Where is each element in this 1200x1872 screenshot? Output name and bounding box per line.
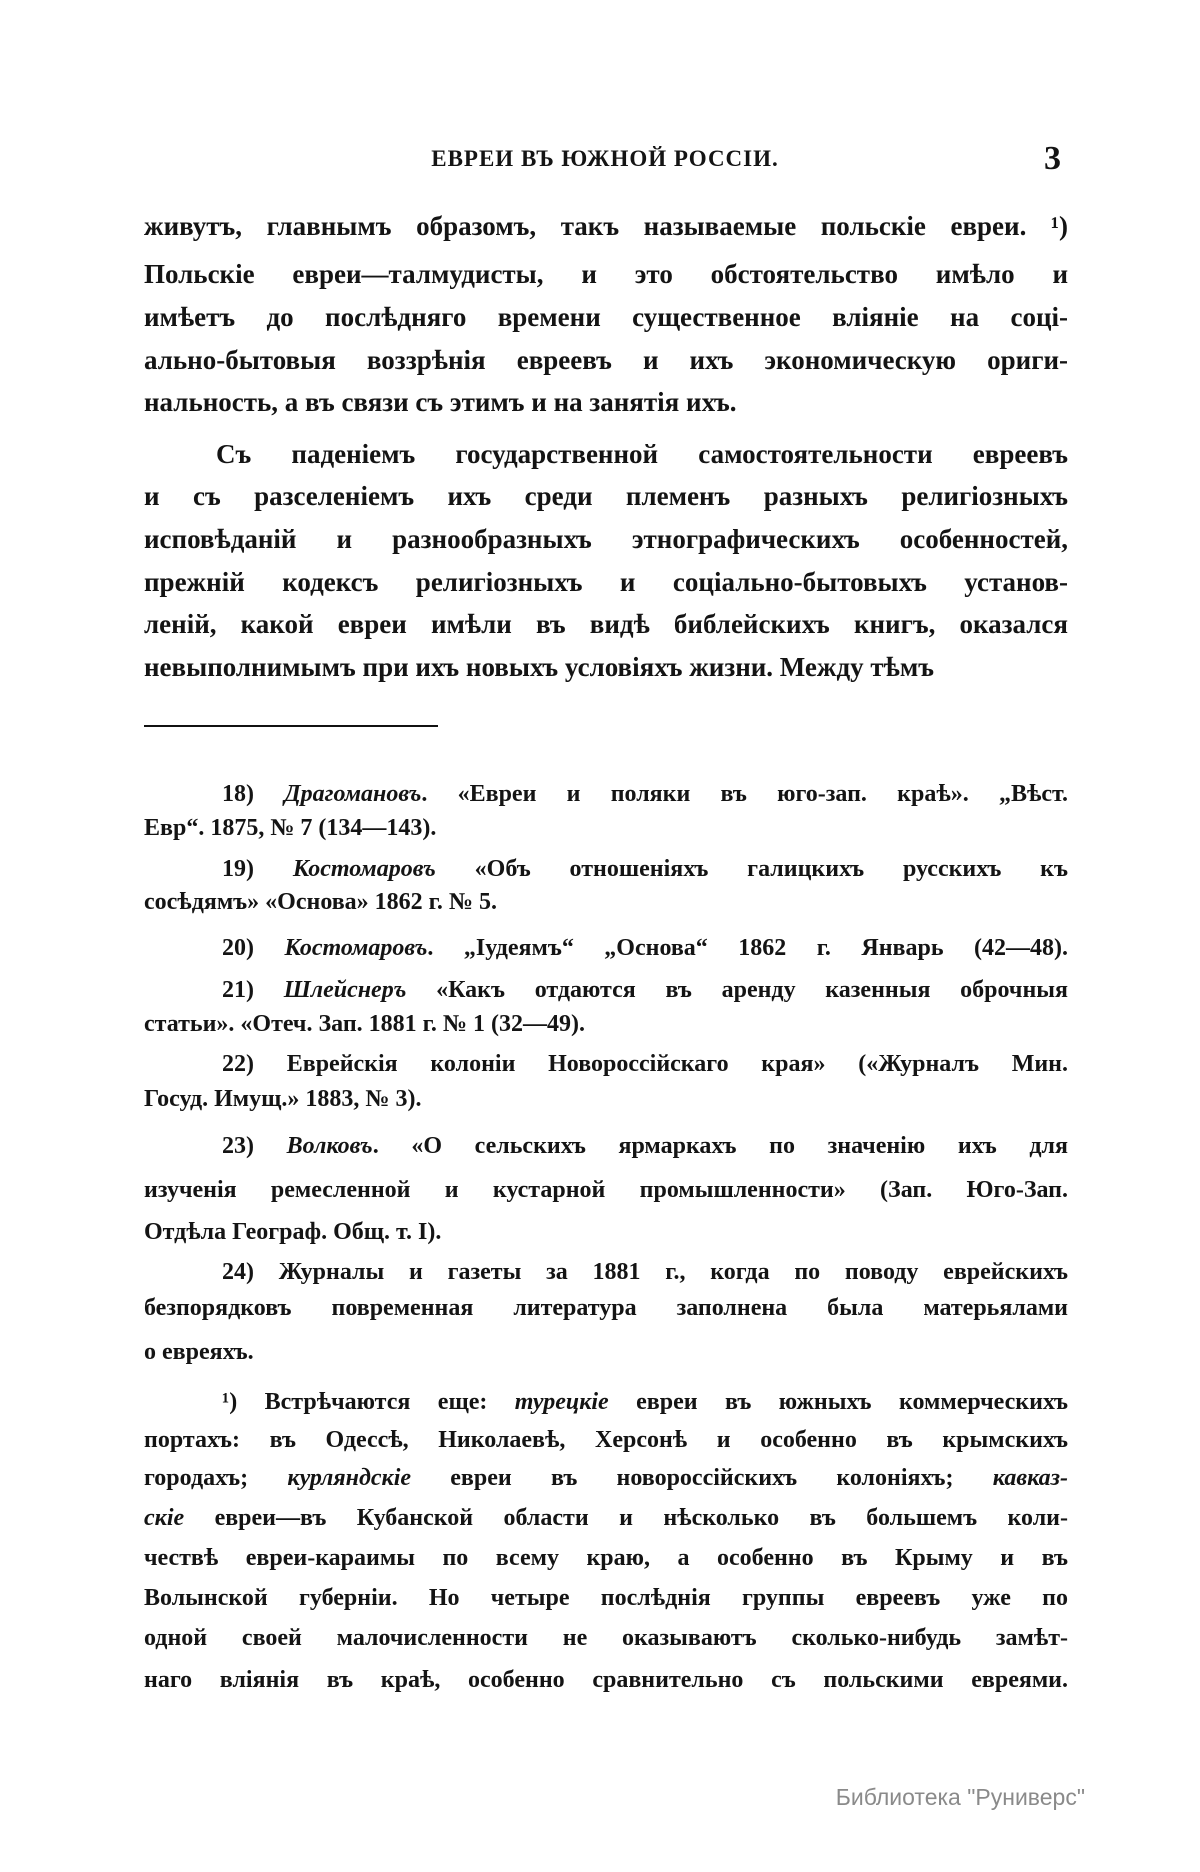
text-segment: 19) [222, 856, 293, 882]
italic-text: скіе [144, 1505, 185, 1531]
footnote-line [144, 1337, 1068, 1367]
body-line [144, 300, 1068, 334]
text-segment: 20) [222, 935, 285, 961]
footnote-line [222, 779, 1068, 809]
text-segment: о евреяхъ. [144, 1339, 254, 1365]
text-segment: 24) Журналы и газеты за 1881 г., когда по поводу еврейскихъ [222, 1259, 1068, 1285]
text-segment: евреи—въ Кубанской области и нѣсколько въ большемъ коли- [184, 1505, 1068, 1531]
text-segment: одной своей малочисленности не оказываютъ сколько-нибудь замѣт- [144, 1625, 1068, 1651]
footnote-line [144, 1623, 1068, 1653]
text-segment: и съ разселеніемъ ихъ среди племенъ разныхъ религіозныхъ [144, 481, 1068, 511]
italic-text: турецкіе [514, 1389, 609, 1415]
text-segment: портахъ: въ Одессѣ, Николаевѣ, Херсонѣ и особенно въ крымскихъ [144, 1427, 1068, 1453]
text-segment: леній, какой евреи имѣли въ видѣ библейскихъ книгъ, оказался [144, 609, 1068, 639]
text-segment: городахъ; [144, 1465, 288, 1491]
italic-text: Драгомановъ [284, 781, 422, 807]
text-segment: Польскіе евреи—талмудисты, и это обстоятельство имѣло и [144, 259, 1068, 289]
text-segment: невыполнимымъ при ихъ новыхъ условіяхъ жизни. Между тѣмъ [144, 652, 935, 682]
footnote-line [222, 854, 1068, 884]
library-watermark: Библиотека "Руниверс" [835, 1784, 1085, 1810]
footnote-line [144, 813, 1068, 843]
text-segment: наго вліянія въ краѣ, особенно сравнительно съ польскими евреями. [144, 1667, 1068, 1693]
text-segment: ¹) Встрѣчаются еще: [222, 1389, 515, 1415]
italic-text: Костомаровъ [292, 856, 436, 882]
body-line [144, 650, 1068, 684]
footnote-line [222, 933, 1068, 963]
body-line [144, 257, 1068, 291]
italic-text: Шлейснеръ [283, 977, 407, 1003]
body-line [144, 607, 1068, 641]
italic-text: Костомаровъ [284, 935, 428, 961]
text-segment: 21) [222, 977, 284, 1003]
body-line [216, 437, 1068, 471]
footnote-line [144, 1543, 1068, 1573]
text-segment: Госуд. Имущ.» 1883, № 3). [144, 1086, 422, 1112]
text-segment: Волынской губерніи. Но четыре послѣднія группы евреевъ уже по [144, 1585, 1068, 1611]
footnote-line [144, 1503, 1068, 1533]
text-segment: . «О сельскихъ ярмаркахъ по значенію ихъ для [372, 1133, 1068, 1159]
italic-text: курляндскіе [287, 1465, 412, 1491]
text-segment: . «Евреи и поляки въ юго-зап. краѣ». „Вѣст. [421, 781, 1069, 807]
text-segment: «Какъ отдаются въ аренду казенныя оброчныя [406, 977, 1068, 1003]
text-segment: изученія ремесленной и кустарной промышленности» (Зап. Юго-Зап. [144, 1177, 1068, 1203]
footnote-line [144, 1463, 1068, 1493]
text-segment: «Объ отношеніяхъ галицкихъ русскихъ къ [435, 856, 1068, 882]
body-line [144, 343, 1068, 377]
footnote-separator [144, 725, 438, 727]
body-line [144, 479, 1068, 513]
text-segment: статьи». «Отеч. Зап. 1881 г. № 1 (32—49). [144, 1011, 585, 1037]
footnote-line [144, 1084, 1068, 1114]
running-header [0, 140, 1200, 180]
text-segment: евреи въ новороссійскихъ колоніяхъ; [411, 1465, 993, 1491]
text-segment: безпорядковъ повременная литература заполнена была матерьялами [144, 1295, 1068, 1321]
text-segment: Съ паденіемъ государственной самостоятельности евреевъ [216, 439, 1068, 469]
text-segment: сосѣдямъ» «Основа» 1862 г. № 5. [144, 889, 497, 915]
text-segment: . „Іудеямъ“ „Основа“ 1862 г. Январь (42—48). [427, 935, 1069, 961]
footnote-line [144, 887, 1068, 917]
text-segment: Евр“. 1875, № 7 (134—143). [144, 815, 437, 841]
text-segment: 23) [222, 1133, 287, 1159]
body-line [144, 522, 1068, 556]
text-segment: исповѣданій и разнообразныхъ этнографическихъ особенностей, [144, 524, 1068, 554]
body-line [144, 565, 1068, 599]
text-segment: прежній кодексъ религіозныхъ и соціально-бытовыхъ установ- [144, 567, 1068, 597]
text-segment: имѣетъ до послѣдняго времени существенное вліяніе на соці- [144, 302, 1068, 332]
footnote-line [222, 1049, 1068, 1079]
footnote-line [144, 1175, 1068, 1205]
text-segment: 22) Еврейскія колоніи Новороссійскаго края» («Журналъ Мин. [222, 1051, 1068, 1077]
text-segment: 18) [222, 781, 285, 807]
text-segment: нальность, а въ связи съ этимъ и на занятія ихъ. [144, 387, 737, 417]
text-segment: евреи въ южныхъ коммерческихъ [608, 1389, 1068, 1415]
footnote-line [144, 1425, 1068, 1455]
running-title: ЕВРЕИ ВЪ ЮЖНОЙ РОССІИ. [431, 146, 779, 171]
text-segment: живутъ, главнымъ образомъ, такъ называемые польскіе евреи. ¹) [144, 211, 1068, 241]
footnote-line [222, 1131, 1068, 1161]
italic-text: кавказ- [992, 1465, 1068, 1491]
body-line [144, 209, 1068, 243]
footnote-line [222, 1257, 1068, 1287]
footnote-line [144, 1583, 1068, 1613]
footnote-line [144, 1293, 1068, 1323]
footnote-line [144, 1009, 1068, 1039]
italic-text: Волковъ [286, 1133, 373, 1159]
footnote-line [144, 1217, 1068, 1247]
footnote-line [222, 1387, 1068, 1417]
body-line [144, 385, 1068, 419]
footnote-line [144, 1665, 1068, 1695]
footnote-line [222, 975, 1068, 1005]
text-segment: чествѣ евреи-караимы по всему краю, а особенно въ Крыму и въ [144, 1545, 1068, 1571]
page-number: 3 [1044, 140, 1061, 177]
text-segment: ально-бытовыя воззрѣнія евреевъ и ихъ экономическую ориги- [144, 345, 1068, 375]
text-segment: Отдѣла Географ. Общ. т. I). [144, 1219, 442, 1245]
